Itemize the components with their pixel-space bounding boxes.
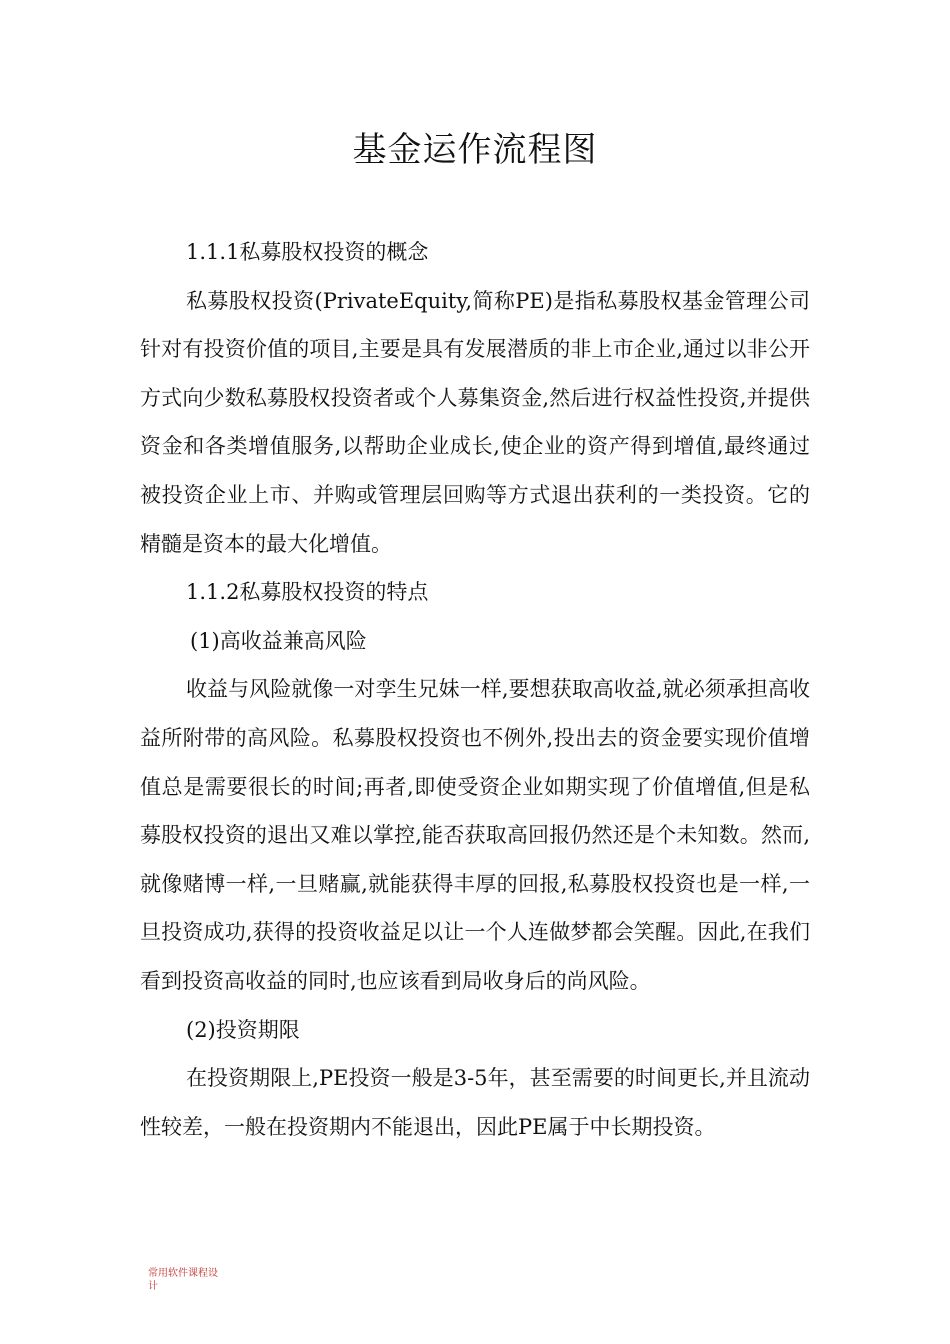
subheading-high-return-high-risk: (1)高收益兼高风险 [190, 628, 367, 653]
page-title: 基金运作流程图 [352, 130, 598, 170]
document-body [140, 228, 810, 1151]
paragraph-investment-term: 在投资期限上,PE投资一般是3-5年，甚至需要的时间更长,并且流动性较差，一般在投资期内不能退出，因此PE属于中长期投资。 [140, 1066, 810, 1139]
paragraph-return-and-risk: 收益与风险就像一对孪生兄妹一样,要想获取高收益,就必须承担高收益所附带的高风险。私募股权投资也不例外,投出去的资金要实现价值增值总是需要很长的时间;再者,即使受资企业如期实现了价值增值,但是私募股权投资的退出又难以掌控,能否获取高回报仍然还是个未知数。然而,就像赌博一样,一旦赌赢,就能获得丰厚的回报,私募股权投资也是一样,一旦投资成功,获得的投资收益足以让一个人连做梦都会笑醒。因此,在我们看到投资高收益的同时,也应该看到局收身后的尚风险。 [140, 677, 810, 993]
section-heading-1-1-1: 1.1.1私募股权投资的概念 [186, 240, 429, 264]
page-footer-note [148, 1267, 238, 1293]
section-heading-1-1-2: 1.1.2私募股权投资的特点 [186, 580, 429, 605]
footer-line-1: 常用软件课程设 [148, 1268, 218, 1279]
footer-line-2: 计 [148, 1281, 158, 1292]
paragraph-pe-concept: 私募股权投资(PrivateEquity,简称PE)是指私募股权基金管理公司针对有投资价值的项目,主要是具有发展潜质的非上市企业,通过以非公开方式向少数私募股权投资者或个人募集资金,然后进行权益性投资,并提供资金和各类增值服务,以帮助企业成长,使企业的资产得到增值,最终通过被投资企业上市、并购或管理层回购等方式退出获利的一类投资。它的精髓是资本的最大化增值。 [140, 288, 810, 556]
subheading-investment-term: (2)投资期限 [186, 1017, 300, 1042]
